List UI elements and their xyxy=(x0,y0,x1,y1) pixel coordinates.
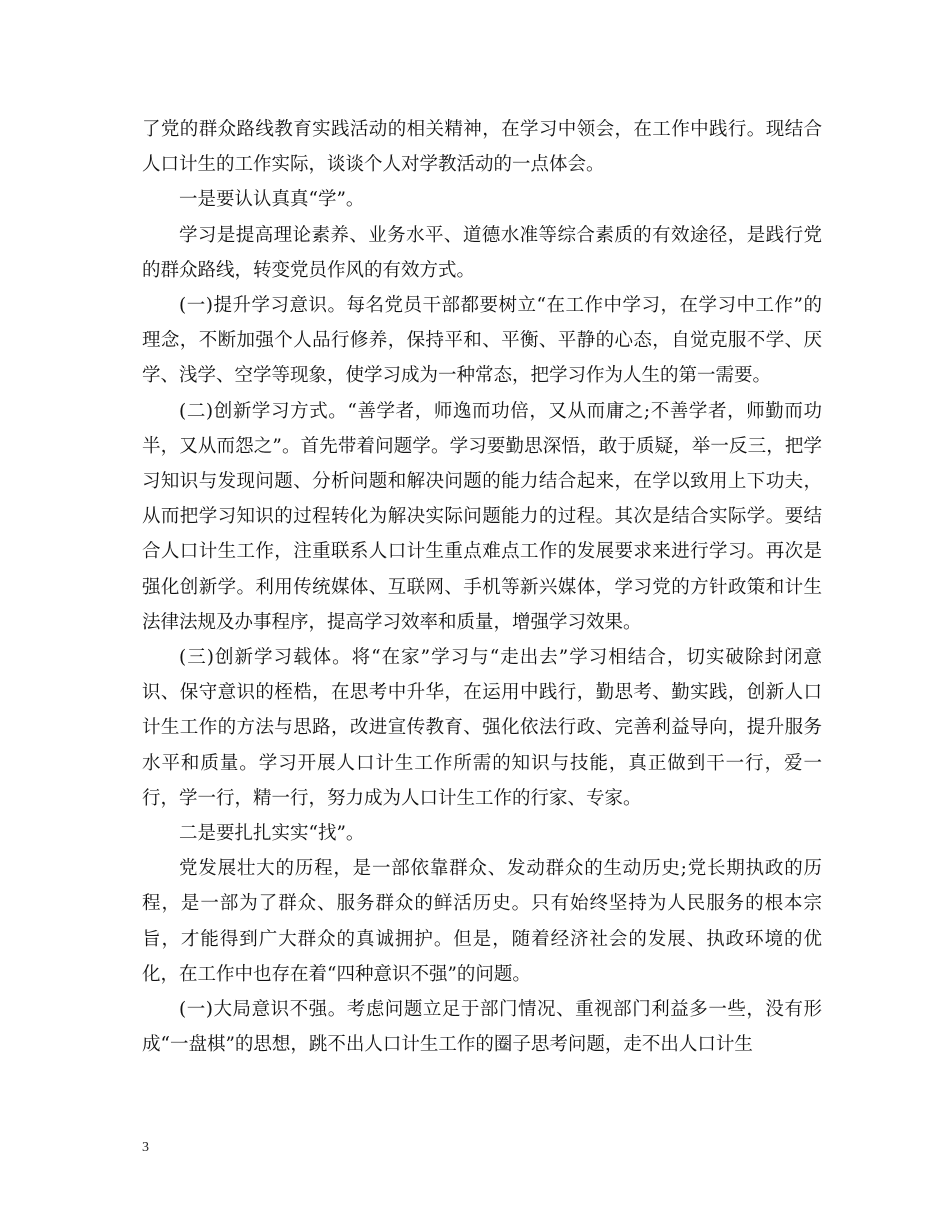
paragraph-party-history: 党发展壮大的历程，是一部依靠群众、发动群众的生动历史;党长期执政的历程，是一部为了群众、服务群众的鲜活历史。只有始终坚持为人民服务的根本宗旨，才能得到广大群众的真诚拥护。但是，随着经济社会的发展、执政环境的优化，在工作中也存在着“四种意识不强”的问题。 xyxy=(142,858,822,985)
document-body xyxy=(142,112,822,1062)
page-number: 3 xyxy=(142,1140,149,1155)
paragraph-study-methods: (二)创新学习方式。“善学者，师逸而功倍，又从而庸之;不善学者，师勤而功半，又从而怨之”。首先带着问题学。学习要勤思深悟，敢于质疑，举一反三，把学习知识与发现问题、分析问题和解决问题的能力结合起来，在学以致用上下功夫，从而把学习知识的过程转化为解决实际问题能力的过程。其次是结合实际学。要结合人口计生工作，注重联系人口计生重点难点工作的发展要求来进行学习。再次是强化创新学。利用传统媒体、互联网、手机等新兴媒体，学习党的方针政策和计生法律法规及办事程序，提高学习效率和质量，增强学习效果。 xyxy=(142,400,822,633)
paragraph-study-purpose: 学习是提高理论素养、业务水平、道德水准等综合素质的有效途径，是践行党的群众路线，转变党员作风的有效方式。 xyxy=(142,224,822,281)
paragraph-study-carriers: (三)创新学习载体。将“在家”学习与“走出去”学习相结合，切实破除封闭意识、保守意识的桎梏，在思考中升华，在运用中践行，勤思考、勤实践，创新人口计生工作的方法与思路，改进宣传教育、强化依法行政、完善利益导向，提升服务水平和质量。学习开展人口计生工作所需的知识与技能，真正做到干一行，爱一行，学一行，精一行，努力成为人口计生工作的行家、专家。 xyxy=(142,647,822,809)
paragraph-intro-continuation: 了党的群众路线教育实践活动的相关精神，在学习中领会，在工作中践行。现结合人口计生的工作实际，谈谈个人对学教活动的一点体会。 xyxy=(142,119,822,176)
paragraph-overall-awareness: (一)大局意识不强。考虑问题立足于部门情况、重视部门利益多一些，没有形成“一盘棋”的思想，跳不出人口计生工作的圈子思考问题，走不出人口计生 xyxy=(142,999,822,1056)
heading-point-one: 一是要认认真真“学”。 xyxy=(179,189,365,211)
paragraph-awareness: (一)提升学习意识。每名党员干部都要树立“在工作中学习，在学习中工作”的理念，不断加强个人品行修养，保持平和、平衡、平静的心态，自觉克服不学、厌学、浅学、空学等现象，使学习成为一种常态，把学习作为人生的第一需要。 xyxy=(142,295,822,387)
heading-point-two: 二是要扎扎实实“找”。 xyxy=(179,823,365,845)
